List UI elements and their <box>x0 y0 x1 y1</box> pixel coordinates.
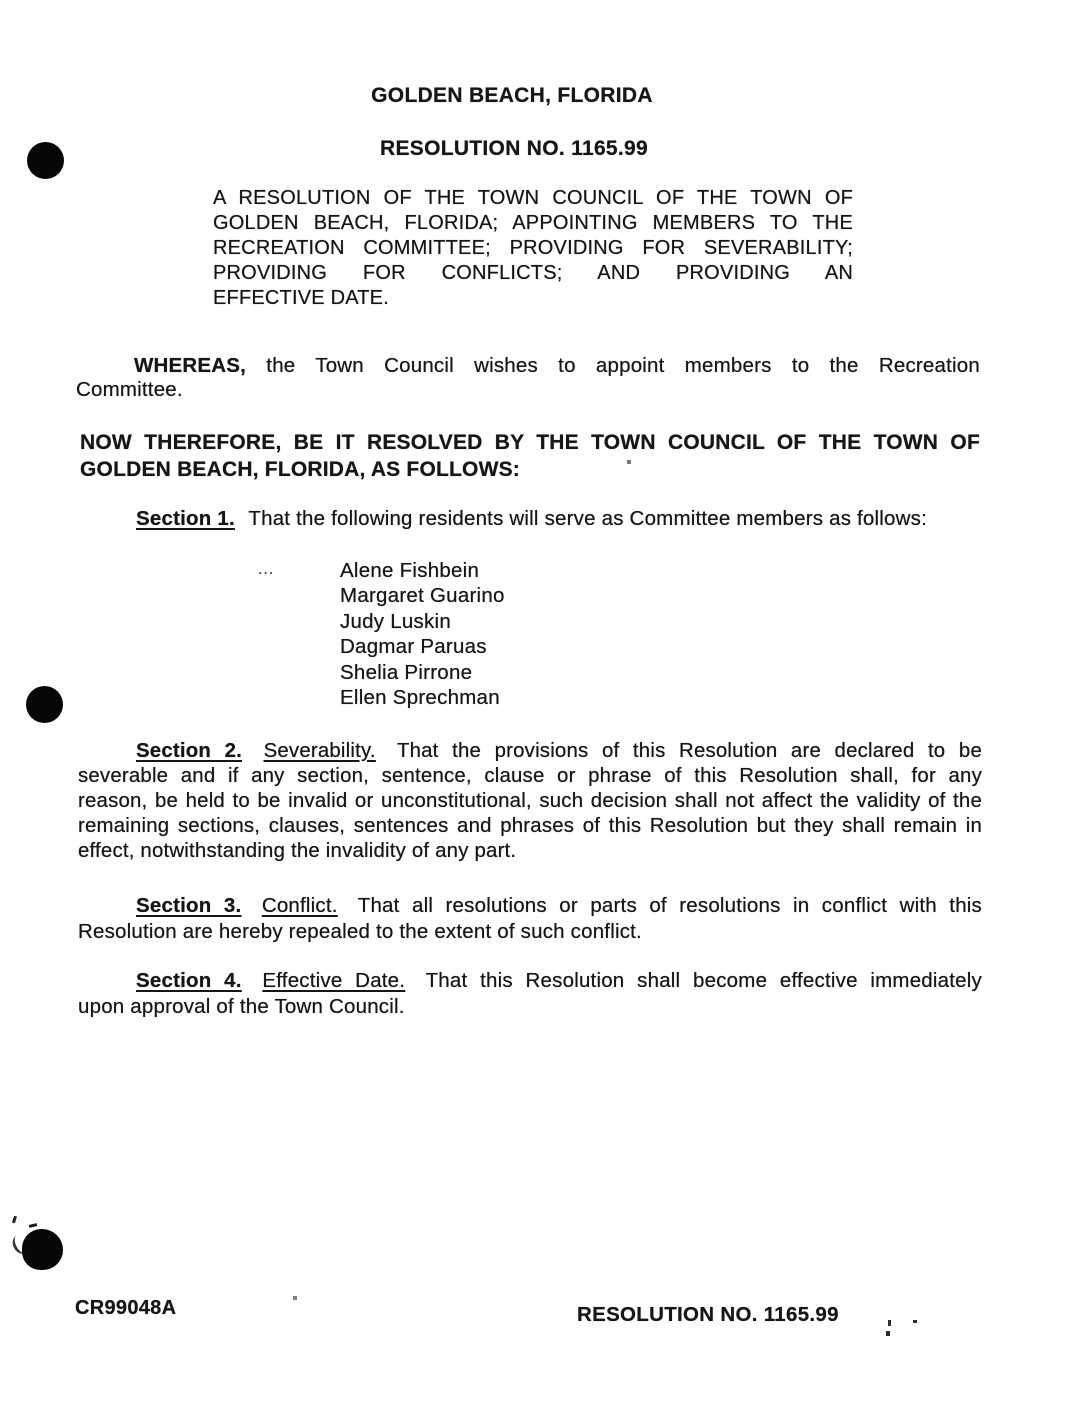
member-name: Dagmar Paruas <box>340 635 487 659</box>
member-name: Margaret Guarino <box>340 584 505 608</box>
section-3-line <box>78 893 982 919</box>
preamble-line: RECREATION COMMITTEE; PROVIDING FOR SEVERABILITY; <box>213 236 853 259</box>
section-3-heading: Conflict. <box>261 894 338 917</box>
committee-members-list <box>340 558 505 710</box>
preamble-line: A RESOLUTION OF THE TOWN COUNCIL OF THE TOWN OF <box>213 187 853 209</box>
section-2-line: reason, be held to be invalid or unconstitutional, such decision shall not affect the validity of the <box>78 789 982 812</box>
member-name: Ellen Sprechman <box>340 686 500 710</box>
hole-punch-mark <box>26 686 63 723</box>
scan-artifact <box>888 1320 891 1326</box>
section-2-line: severable and if any section, sentence, clause or phrase of this Resolution shall, for any <box>78 764 982 787</box>
scan-artifact <box>293 1296 297 1300</box>
preamble-line: PROVIDING FOR CONFLICTS; AND PROVIDING AN <box>213 261 853 284</box>
section-1-text: That the following residents will serve as Committee members as follows: <box>248 507 927 530</box>
section-2-line: effect, notwithstanding the invalidity of any part. <box>78 839 517 862</box>
member-name: Judy Luskin <box>340 609 452 633</box>
section-4-line: upon approval of the Town Council. <box>78 994 405 1018</box>
resolved-clause <box>80 430 980 483</box>
scan-artifact <box>29 1223 37 1228</box>
section-4-text: That this Resolution shall become effective immediately <box>425 969 982 992</box>
section-4-line <box>78 968 982 994</box>
whereas-line <box>76 354 980 378</box>
whereas-line: Committee. <box>76 378 183 401</box>
resolved-line: GOLDEN BEACH, FLORIDA, AS FOLLOWS: <box>80 457 520 481</box>
section-4 <box>78 968 982 1020</box>
section-2-label: Section 2. <box>136 740 243 762</box>
section-2-text: That the provisions of this Resolution are declared to be <box>396 740 982 762</box>
section-2 <box>78 739 982 864</box>
scan-artifact <box>12 1216 17 1224</box>
section-2-line: remaining sections, clauses, sentences and phrases of this Resolution but they shall remain in <box>78 814 982 837</box>
section-3 <box>78 893 982 945</box>
preamble-line: GOLDEN BEACH, FLORIDA; APPOINTING MEMBERS TO THE <box>213 211 853 234</box>
section-2-heading: Severability. <box>263 740 376 762</box>
document-title: GOLDEN BEACH, FLORIDA <box>371 84 653 107</box>
section-1-label: Section 1. <box>136 507 235 530</box>
member-name: Alene Fishbein <box>340 559 480 582</box>
footer-document-code: CR99048A <box>75 1297 177 1319</box>
section-3-line: Resolution are hereby repealed to the extent of such conflict. <box>78 919 642 943</box>
resolved-line: NOW THEREFORE, BE IT RESOLVED BY THE TOWN COUNCIL OF THE TOWN OF <box>80 431 980 454</box>
section-2-line <box>78 739 982 764</box>
preamble-line: EFFECTIVE DATE. <box>213 286 389 309</box>
footer-resolution-number: RESOLUTION NO. 1165.99 <box>577 1303 839 1326</box>
member-name: Shelia Pirrone <box>340 660 473 684</box>
scan-artifact-ellipsis: ... <box>258 561 275 578</box>
scan-artifact <box>913 1320 917 1323</box>
section-3-text: That all resolutions or parts of resolutions in conflict with this <box>357 894 982 917</box>
section-3-label: Section 3. <box>136 894 242 917</box>
whereas-text: the Town Council wishes to appoint members to the Recreation <box>266 354 980 377</box>
section-1-line <box>78 506 984 531</box>
section-1 <box>78 506 984 531</box>
whereas-lead: WHEREAS, <box>134 354 247 377</box>
scan-artifact <box>627 460 631 464</box>
resolution-number-heading: RESOLUTION NO. 1165.99 <box>379 137 649 160</box>
section-4-label: Section 4. <box>136 969 242 992</box>
whereas-clause <box>76 354 980 402</box>
resolution-preamble <box>213 186 853 311</box>
scan-artifact <box>886 1331 890 1336</box>
section-4-heading: Effective Date. <box>262 969 406 992</box>
